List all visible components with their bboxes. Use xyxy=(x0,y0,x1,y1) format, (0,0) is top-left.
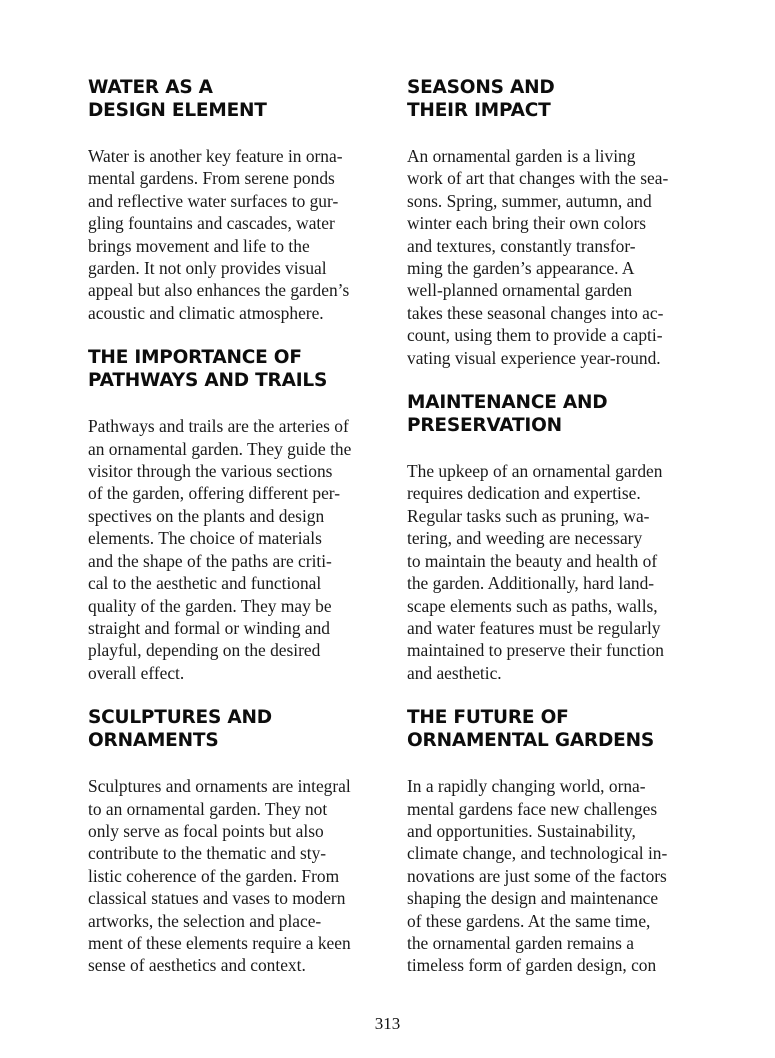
section-heading: SCULPTURES AND ORNAMENTS xyxy=(88,707,272,752)
section-body: Water is another key feature in orna- mental gardens. From serene ponds and reflective water surfaces to gur- gling fountains and cascades, water brings movement and life to the garden. It not only provides visual appeal but also enhances the garden’s acoustic and climatic atmosphere. xyxy=(88,146,350,323)
section-heading: WATER AS A DESIGN ELEMENT xyxy=(88,77,267,121)
section-body: An ornamental garden is a living work of art that changes with the sea- sons. Spring, summer, autumn, and winter each bring their own colors and textures, constantly transfor- ming the garden’s appearance. A well-planned ornamental garden takes these seasonal changes into ac- count, using them to provide a capti- vating visual experience year-round. xyxy=(407,146,669,368)
section-heading: THE FUTURE OF ORNAMENTAL GARDENS xyxy=(407,707,654,752)
section-sculptures xyxy=(88,706,378,977)
section-body: Pathways and trails are the arteries of an ornamental garden. They guide the visitor through the various sections of the garden, offering different per- spectives on the plants and design elements. The choice of materials and the shape of the paths are criti- cal to the aesthetic and functional quality of the garden. They may be straight and formal or winding and playful, depending on the desired overall effect. xyxy=(88,416,352,683)
section-heading: THE IMPORTANCE OF PATHWAYS AND TRAILS xyxy=(88,347,328,392)
section-seasons xyxy=(407,76,697,369)
right-column xyxy=(407,76,697,977)
section-heading: SEASONS AND THEIR IMPACT xyxy=(407,77,555,121)
section-maintenance xyxy=(407,391,697,684)
section-body: Sculptures and ornaments are integral to an ornamental garden. They not only serve as focal points but also contribute to the thematic and sty- listic coherence of the garden. From classical statues and vases to modern artworks, the selection and place- ment of these elements require a keen sense of aesthetics and context. xyxy=(88,776,351,976)
section-pathways xyxy=(88,346,378,684)
section-heading: MAINTENANCE AND PRESERVATION xyxy=(407,392,608,437)
section-water xyxy=(88,76,378,324)
section-body: The upkeep of an ornamental garden requires dedication and expertise. Regular tasks such as pruning, wa- tering, and weeding are necessary to maintain the beauty and health of the garden. Additionally, hard land- scape elements such as paths, walls, and water features must be regularly maintained to preserve their function and aesthetic. xyxy=(407,461,664,683)
section-future xyxy=(407,706,697,977)
page-number: 313 xyxy=(374,1014,401,1033)
section-body: In a rapidly changing world, orna- mental gardens face new challenges and opportunities. Sustainability, climate change, and technological in- novations are just some of the factors shaping the design and maintenance of these gardens. At the same time, the ornamental garden remains a timeless form of garden design, con xyxy=(407,776,668,976)
left-column xyxy=(88,76,378,977)
